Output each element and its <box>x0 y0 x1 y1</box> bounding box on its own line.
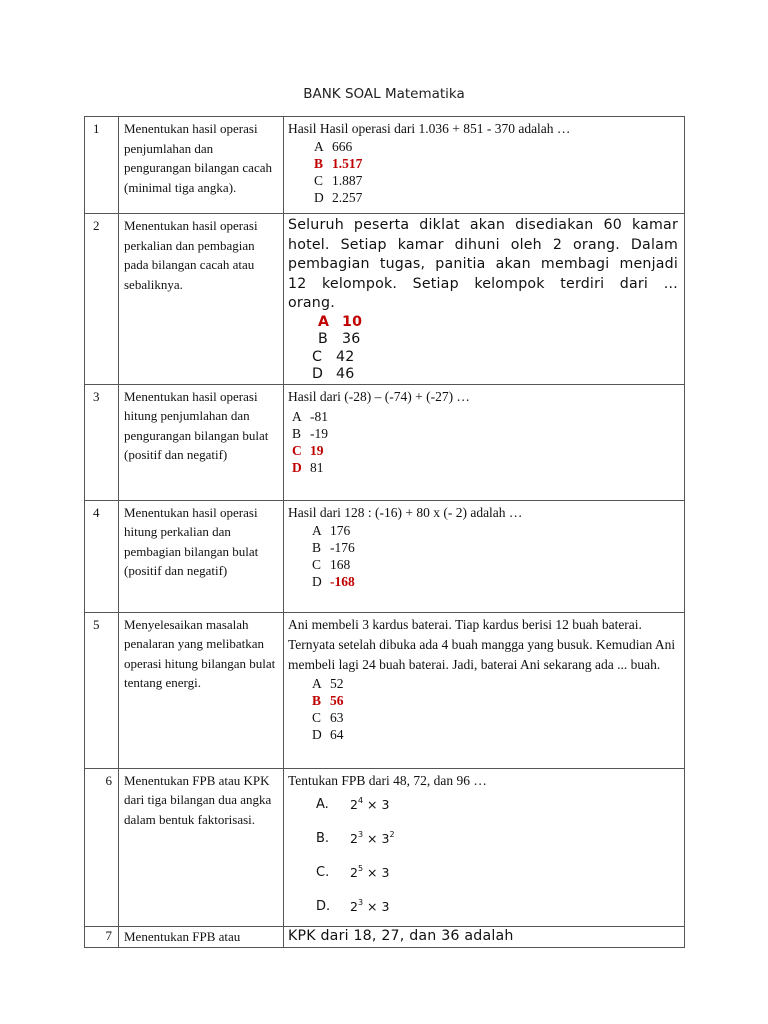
competency-text: Menentukan hasil operasi hitung perkalian dan pembagian bilangan bulat (positif dan negatif) <box>119 500 284 612</box>
question-line: orang. <box>288 295 335 312</box>
answer-option: C 63 <box>312 709 344 725</box>
answer-option: B 36 <box>318 331 361 348</box>
answer-option: C. $2^5 \times 3$ <box>288 858 678 892</box>
competency-text: Menyelesaikan masalah penalaran yang melibatkan operasi hitung bilangan bulat tentang energi. <box>119 612 284 768</box>
question-number: 5 <box>85 612 119 768</box>
answer-option: C 1.887 <box>314 173 363 188</box>
question-cell <box>284 500 685 612</box>
question-number: 3 <box>85 384 119 500</box>
question-number: 7 <box>85 926 119 947</box>
table-row <box>85 214 685 385</box>
answer-option-correct: A 10 <box>318 313 363 330</box>
answer-option-correct: B 56 <box>312 692 344 708</box>
question-text: Hasil dari 128 : (-16) + 80 x (- 2) adalah … <box>288 504 523 520</box>
table-row <box>85 500 685 612</box>
answer-option: D. $2^3 \times 3$ <box>288 892 678 926</box>
answer-option: C 42 <box>312 348 355 365</box>
answer-option: D 64 <box>312 726 344 742</box>
answer-option-correct: B 1.517 <box>314 156 363 171</box>
answer-options <box>288 522 678 590</box>
math-expression: $2^3 \times 3$ <box>350 897 390 914</box>
answer-option: A. $2^4 \times 3$ <box>288 790 678 824</box>
question-cell <box>284 768 685 926</box>
question-line: hotel. Setiap kamar dihuni oleh 2 orang. Dalam <box>288 236 678 253</box>
question-text: Hasil dari (-28) – (-74) + (-27) … <box>288 388 470 404</box>
answer-options <box>288 138 678 206</box>
answer-option-correct: C 19 <box>292 442 324 458</box>
question-cell <box>284 612 685 768</box>
question-line: 12 kelompok. Setiap kelompok terdiri dari … <box>288 275 678 292</box>
page-title: BANK SOAL Matematika <box>303 86 465 102</box>
answer-options <box>288 790 678 926</box>
question-number: 2 <box>85 214 119 385</box>
question-text: Hasil Hasil operasi dari 1.036 + 851 - 370 adalah … <box>288 121 571 136</box>
math-expression: $2^3 \times 3^2$ <box>350 829 395 846</box>
answer-options <box>288 675 678 743</box>
answer-option: B -176 <box>312 539 355 555</box>
question-text: KPK dari 18, 27, dan 36 adalah <box>284 926 685 947</box>
answer-option: D 81 <box>292 459 324 475</box>
question-text: Tentukan FPB dari 48, 72, dan 96 … <box>288 772 487 788</box>
question-number: 4 <box>85 500 119 612</box>
question-cell <box>284 384 685 500</box>
answer-option: A 666 <box>314 139 353 154</box>
question-number: 6 <box>85 768 119 926</box>
question-text: Ani membeli 3 kardus baterai. Tiap kardus berisi 12 buah baterai. Ternyata setelah dibuka ada 4 buah mangga yang busuk. Kemudian Ani membeli lagi 24 buah baterai. Jadi, baterai Ani sekarang ada ... buah. <box>288 616 676 672</box>
answer-option: A 176 <box>312 522 351 538</box>
answer-options <box>288 408 678 476</box>
answer-option: C 168 <box>312 556 351 572</box>
competency-text: Menentukan FPB atau <box>119 926 284 947</box>
question-cell <box>284 117 685 214</box>
question-line: pembagian tugas, panitia akan membagi menjadi <box>288 256 678 273</box>
answer-options <box>288 314 678 384</box>
answer-option: A 52 <box>312 675 344 691</box>
answer-option: B. $2^3 \times 3^2$ <box>288 824 678 858</box>
answer-option: D 46 <box>312 366 355 383</box>
math-expression: $2^5 \times 3$ <box>350 863 390 880</box>
table-row <box>85 612 685 768</box>
question-number: 1 <box>85 117 119 214</box>
question-bank-table <box>84 116 685 948</box>
competency-text: Menentukan FPB atau KPK dari tiga bilangan dua angka dalam bentuk faktorisasi. <box>119 768 284 926</box>
answer-option: D 2.257 <box>314 190 363 205</box>
math-expression: $2^4 \times 3$ <box>350 795 390 812</box>
table-row <box>85 117 685 214</box>
question-cell <box>284 214 685 385</box>
answer-option: A -81 <box>292 408 328 424</box>
competency-text: Menentukan hasil operasi penjumlahan dan pengurangan bilangan cacah (minimal tiga angka). <box>119 117 284 214</box>
competency-text: Menentukan hasil operasi hitung penjumlahan dan pengurangan bilangan bulat (positif dan negatif) <box>119 384 284 500</box>
question-line: Seluruh peserta diklat akan disediakan 60 kamar <box>288 217 678 233</box>
table-row <box>85 384 685 500</box>
table-row <box>85 768 685 926</box>
answer-option-correct: D -168 <box>312 573 355 589</box>
competency-text: Menentukan hasil operasi perkalian dan pembagian pada bilangan cacah atau sebaliknya. <box>119 214 284 385</box>
answer-option: B -19 <box>292 425 328 441</box>
table-row <box>85 926 685 947</box>
